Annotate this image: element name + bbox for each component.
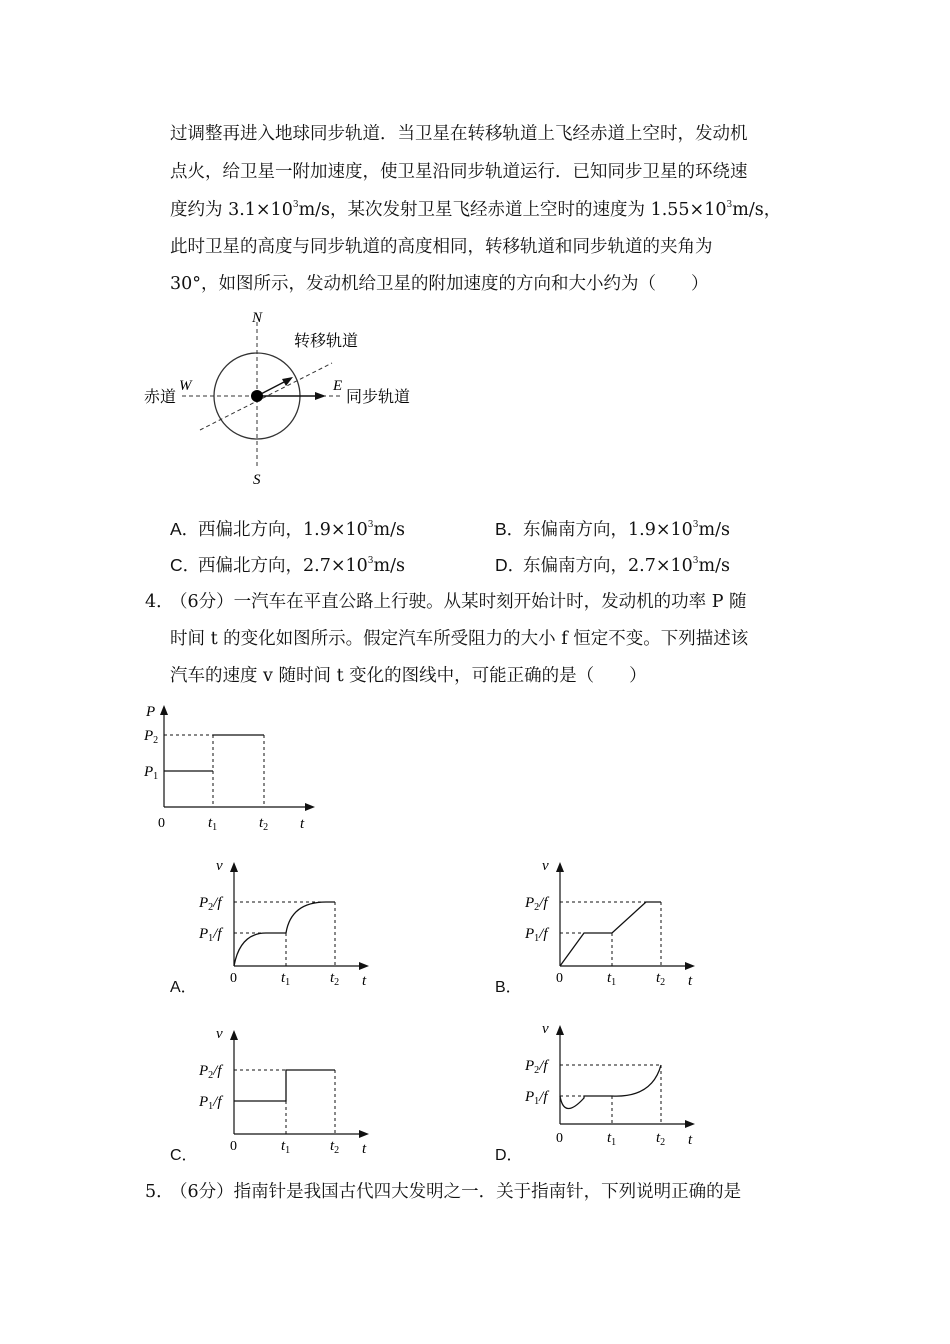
- svg-text:t: t: [688, 973, 693, 989]
- q4-line-1: （6分）一汽车在平直公路上行驶。从某时刻开始计时，发动机的功率 P 随: [170, 592, 747, 612]
- q3-line-5: 30°，如图所示，发动机给卫星的附加速度的方向和大小约为（ ）: [170, 274, 709, 294]
- sync-arrowhead: [315, 392, 326, 400]
- pt-origin-label: 0: [158, 816, 165, 831]
- svg-text:P2/f: $P_2/f$: [199, 1063, 222, 1081]
- svg-text:v: v: [216, 858, 223, 874]
- q3-line-2: 点火，给卫星一附加速度，使卫星沿同步轨道运行．已知同步卫星的环绕速: [170, 162, 748, 182]
- q3-option-b[interactable]: B．东偏南方向，$1.9\times 10^3m/s$: [495, 519, 730, 540]
- svg-text:t: t: [362, 973, 367, 989]
- pt-p1-label: $P_1$: [144, 764, 159, 782]
- svg-text:t2: $t_2$: [656, 1130, 666, 1148]
- satellite-dot: [251, 390, 263, 402]
- pt-p2-label: $P_2$: [144, 728, 159, 746]
- svg-text:P1/f: $P_1/f$: [199, 926, 222, 944]
- svg-text:0: 0: [230, 1139, 237, 1154]
- vt-graph-b[interactable]: [522, 855, 702, 990]
- q4-option-b-label[interactable]: B．: [495, 979, 522, 996]
- q3-option-a[interactable]: A．西偏北方向，$1.9\times 10^3m/s$: [170, 519, 405, 540]
- q3-line-3: 度约为 $3.1\times 10^3m/s$，某次发射卫星飞经赤道上空时的速度为 $1.55\times 10^3m/s$，: [170, 200, 782, 220]
- sync-orbit-label: 同步轨道: [346, 387, 411, 406]
- pt-x-label: t: [300, 816, 305, 832]
- svg-text:t1: $t_1$: [607, 1130, 617, 1148]
- svg-text:0: 0: [230, 971, 237, 986]
- svg-text:v: v: [542, 1021, 549, 1037]
- svg-text:P2/f: $P_2/f$: [525, 895, 548, 913]
- equator-label: 赤道: [144, 387, 177, 406]
- svg-text:t1: $t_1$: [607, 970, 617, 988]
- q3-option-c[interactable]: C．西偏北方向，$2.7\times 10^3m/s$: [170, 555, 405, 576]
- vt-graph-a[interactable]: [196, 855, 376, 990]
- q3-option-d[interactable]: D．东偏南方向，$2.7\times 10^3m/s$: [495, 555, 730, 576]
- power-time-graph: [140, 700, 320, 835]
- svg-text:t2: $t_2$: [330, 1138, 340, 1156]
- q4-option-a-label[interactable]: A．: [170, 979, 197, 996]
- svg-text:t: t: [362, 1141, 367, 1157]
- vt-a-curve: [234, 902, 335, 966]
- pt-y-label: P: [146, 704, 156, 720]
- svg-text:0: 0: [556, 1131, 563, 1146]
- north-label: N: [252, 310, 263, 326]
- q4-line-2: 时间 t 的变化如图所示。假定汽车所受阻力的大小 f 恒定不变。下列描述该: [170, 629, 749, 649]
- svg-text:P2/f: $P_2/f$: [525, 1058, 548, 1076]
- svg-text:t1: $t_1$: [281, 970, 291, 988]
- vt-d-curve: [560, 1065, 661, 1109]
- q4-line-3: 汽车的速度 v 随时间 t 变化的图线中，可能正确的是（ ）: [170, 666, 647, 686]
- svg-text:0: 0: [556, 971, 563, 986]
- q5-line-1: （6分）指南针是我国古代四大发明之一．关于指南针，下列说明正确的是: [170, 1182, 742, 1202]
- east-label: E: [333, 378, 343, 394]
- vt-graph-c[interactable]: [196, 1023, 376, 1158]
- vt-b-curve: [560, 902, 661, 966]
- q5-number: 5．: [145, 1182, 174, 1202]
- svg-text:P1/f: $P_1/f$: [199, 1094, 222, 1112]
- vt-graph-d[interactable]: [522, 1018, 702, 1153]
- pt-t2-label: $t_2$: [259, 815, 269, 833]
- svg-text:P1/f: $P_1/f$: [525, 926, 548, 944]
- pt-y-arrow: [160, 705, 168, 715]
- svg-text:t2: $t_2$: [656, 970, 666, 988]
- q4-number: 4．: [145, 592, 174, 612]
- vt-c-curve: [234, 1070, 335, 1101]
- transfer-orbit-label: 转移轨道: [294, 331, 359, 350]
- pt-t1-label: $t_1$: [208, 815, 218, 833]
- svg-text:t2: $t_2$: [330, 970, 340, 988]
- svg-text:v: v: [542, 858, 549, 874]
- svg-text:P2/f: $P_2/f$: [199, 895, 222, 913]
- q3-line-1: 过调整再进入地球同步轨道．当卫星在转移轨道上飞经赤道上空时，发动机: [170, 124, 748, 144]
- south-label: S: [253, 472, 261, 488]
- svg-text:v: v: [216, 1026, 223, 1042]
- svg-text:P1/f: $P_1/f$: [525, 1089, 548, 1107]
- q4-option-d-label[interactable]: D．: [495, 1147, 523, 1164]
- west-label: W: [179, 378, 192, 394]
- q4-option-c-label[interactable]: C．: [170, 1147, 198, 1164]
- pt-x-arrow: [305, 803, 315, 811]
- svg-text:t1: $t_1$: [281, 1138, 291, 1156]
- orbit-diagram: [140, 308, 430, 488]
- svg-text:t: t: [688, 1132, 693, 1148]
- transfer-arrowhead: [282, 377, 293, 386]
- q3-line-4: 此时卫星的高度与同步轨道的高度相同，转移轨道和同步轨道的夹角为: [170, 237, 713, 257]
